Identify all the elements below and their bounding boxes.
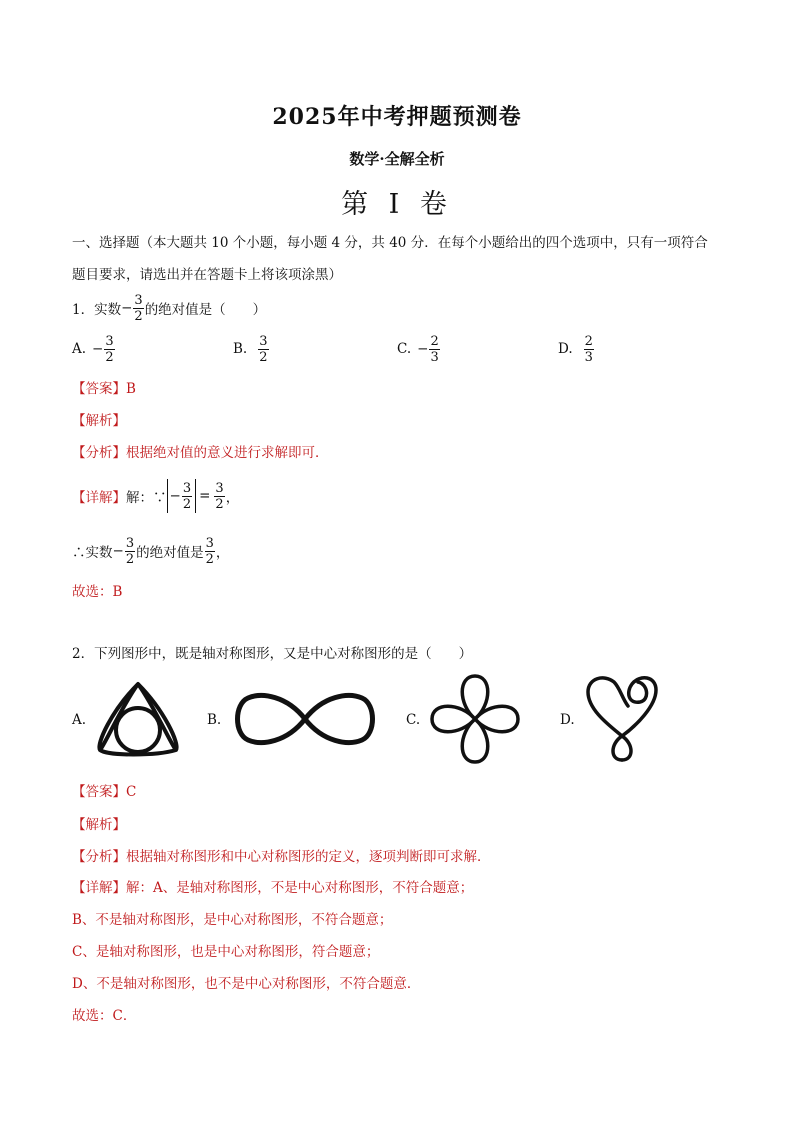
therefore-num: 3 bbox=[205, 535, 214, 551]
q1-num: 3 bbox=[134, 292, 143, 308]
fenxi-text: 根据轴对称图形和中心对称图形的定义，逐项判断即可求解． bbox=[126, 849, 491, 865]
option-den: 3 bbox=[430, 349, 439, 365]
abs-value-bars bbox=[167, 479, 197, 513]
q1-prefix: 1．实数 bbox=[72, 302, 122, 318]
q2-answer bbox=[72, 780, 136, 800]
option-den: 3 bbox=[584, 349, 593, 365]
therefore-den: 2 bbox=[205, 551, 214, 567]
q2-choice: 故选：C． bbox=[72, 1008, 137, 1024]
section-intro-line2: 题目要求，请选出并在答题卡上将该项涂黑） bbox=[72, 267, 342, 283]
page-subtitle: 数学·全解全析 bbox=[349, 150, 445, 168]
q2-detail-d: D、不是轴对称图形，也不是中心对称图形，不符合题意． bbox=[72, 976, 421, 992]
q1-option-b[interactable] bbox=[233, 330, 270, 368]
option-num: 3 bbox=[105, 333, 114, 349]
detail-a-text: 解：A、是轴对称图形，不是中心对称图形，不符合题意； bbox=[126, 880, 474, 896]
detail-fraction-result bbox=[214, 481, 224, 512]
fenxi-tag: 【分析】 bbox=[72, 445, 126, 461]
option-letter: A. bbox=[72, 341, 87, 357]
q2-detail-b: B、不是轴对称图形，是中心对称图形，不符合题意； bbox=[72, 912, 393, 928]
option-num: 2 bbox=[430, 333, 439, 349]
q2-detail-c: C、是轴对称图形，也是中心对称图形，符合题意； bbox=[72, 944, 380, 960]
fenxi-text: 根据绝对值的意义进行求解即可． bbox=[126, 445, 329, 461]
therefore-prefix: ∴实数 bbox=[72, 545, 113, 561]
therefore-neg: − bbox=[112, 543, 124, 559]
detail-neg: − bbox=[169, 488, 181, 504]
option-den: 2 bbox=[105, 349, 114, 365]
detail-num: 3 bbox=[215, 480, 224, 496]
therefore-den: 2 bbox=[125, 551, 135, 567]
answer-value: C bbox=[126, 784, 137, 800]
option-letter: B. bbox=[233, 341, 248, 357]
four-leaf-figure[interactable] bbox=[428, 672, 522, 766]
detail-prefix: 解：∵ bbox=[126, 490, 167, 506]
q1-answer bbox=[72, 377, 136, 397]
q2-analysis-tag: 【解析】 bbox=[72, 817, 126, 833]
q2-option-c-letter[interactable]: C. bbox=[406, 712, 421, 728]
q1-fraction bbox=[133, 293, 143, 324]
detail-den: 2 bbox=[215, 496, 224, 512]
detail-den: 2 bbox=[182, 496, 192, 512]
section-intro-line1: 一、选择题（本大题共 10 个小题，每小题 4 分，共 40 分．在每个小题给出的四个选项中，只有一项符合 bbox=[72, 235, 708, 251]
option-fraction bbox=[584, 334, 594, 365]
answer-value: B bbox=[126, 381, 136, 397]
option-fraction bbox=[104, 334, 114, 365]
q1-choice: 故选：B bbox=[72, 584, 123, 600]
fenxi-tag: 【分析】 bbox=[72, 849, 126, 865]
option-num: 2 bbox=[584, 333, 593, 349]
therefore-end: ， bbox=[215, 545, 230, 561]
detail-tag: 【详解】 bbox=[72, 880, 126, 896]
q2-option-a-letter[interactable]: A. bbox=[72, 712, 87, 728]
detail-eq: = bbox=[199, 488, 211, 504]
triquetra-figure[interactable] bbox=[94, 680, 182, 756]
q1-option-c[interactable] bbox=[397, 330, 441, 368]
q2-option-b-letter[interactable]: B. bbox=[207, 712, 222, 728]
option-num: 3 bbox=[259, 333, 268, 349]
option-letter: C. bbox=[397, 341, 412, 357]
q1-den: 2 bbox=[134, 308, 143, 324]
therefore-mid: 的绝对值是 bbox=[136, 545, 204, 561]
option-letter: D. bbox=[558, 341, 573, 357]
answer-tag: 【答案】 bbox=[72, 784, 126, 800]
heart-knot-figure[interactable] bbox=[582, 670, 664, 766]
question-2-stem: 2．下列图形中，既是轴对称图形，又是中心对称图形的是（ ） bbox=[72, 646, 473, 662]
page-title: 2025年中考押题预测卷 bbox=[272, 104, 522, 130]
option-sign: − bbox=[92, 341, 104, 357]
q2-fenxi bbox=[72, 845, 491, 865]
question-1-stem bbox=[72, 289, 266, 327]
q1-analysis-tag: 【解析】 bbox=[72, 413, 126, 429]
q1-therefore bbox=[72, 531, 229, 571]
q1-suffix: 的绝对值是（ ） bbox=[144, 302, 267, 318]
q1-fenxi bbox=[72, 441, 329, 461]
detail-tag: 【详解】 bbox=[72, 490, 126, 506]
detail-end: ， bbox=[225, 490, 240, 506]
option-fraction bbox=[429, 334, 439, 365]
therefore-fraction-result bbox=[205, 536, 215, 567]
q1-option-a[interactable] bbox=[72, 330, 116, 368]
therefore-num: 3 bbox=[125, 535, 135, 551]
q2-option-d-letter[interactable]: D. bbox=[560, 712, 575, 728]
therefore-fraction bbox=[125, 536, 135, 567]
option-den: 2 bbox=[259, 349, 268, 365]
q1-neg: − bbox=[121, 300, 133, 316]
infinity-figure[interactable] bbox=[232, 688, 378, 750]
q1-option-d[interactable] bbox=[558, 330, 595, 368]
detail-num: 3 bbox=[182, 480, 192, 496]
q2-detail-a bbox=[72, 876, 473, 896]
option-sign: − bbox=[417, 341, 429, 357]
q1-detail bbox=[72, 476, 239, 516]
volume-heading: 第 I 卷 bbox=[341, 189, 453, 220]
answer-tag: 【答案】 bbox=[72, 381, 126, 397]
option-fraction bbox=[258, 334, 268, 365]
detail-fraction-inner bbox=[182, 481, 192, 512]
